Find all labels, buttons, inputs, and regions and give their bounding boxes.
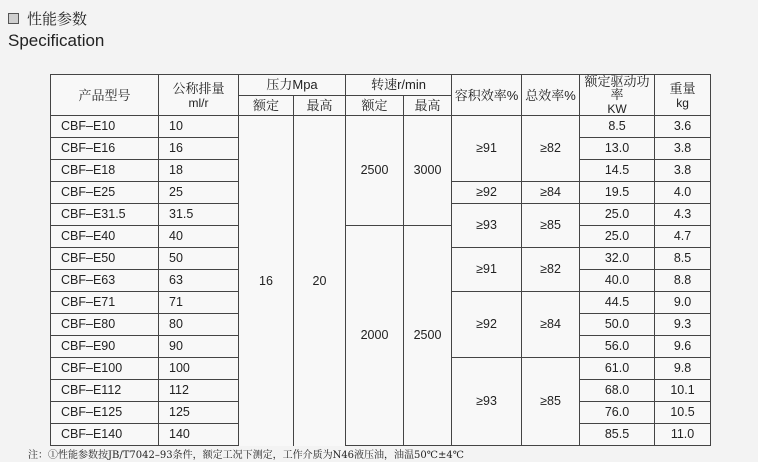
header-power: 额定驱动功率 KW — [580, 75, 655, 116]
header-weight: 重量 kg — [655, 75, 711, 116]
cell-weight: 9.6 — [655, 336, 711, 358]
cell-model: CBF–E140 — [51, 424, 159, 446]
cell-weight: 10.5 — [655, 402, 711, 424]
cell-displacement: 140 — [159, 424, 239, 446]
square-bullet-icon — [8, 13, 19, 24]
cell-displacement: 90 — [159, 336, 239, 358]
cell-power: 13.0 — [580, 138, 655, 160]
cell-total-eff: ≥84 — [522, 182, 580, 204]
cell-power: 8.5 — [580, 116, 655, 138]
header-pressure-max: 最高 — [294, 95, 346, 116]
cell-power: 61.0 — [580, 358, 655, 380]
cell-power: 40.0 — [580, 270, 655, 292]
cell-speed-max-g2: 2500 — [404, 226, 452, 446]
cell-total-eff: ≥84 — [522, 292, 580, 358]
header-vol-eff: 容积效率% — [452, 75, 522, 116]
cell-model: CBF–E18 — [51, 160, 159, 182]
cell-vol-eff: ≥91 — [452, 248, 522, 292]
cell-power: 85.5 — [580, 424, 655, 446]
cell-weight: 10.1 — [655, 380, 711, 402]
cell-weight: 4.0 — [655, 182, 711, 204]
cell-pressure-max: 20 — [294, 116, 346, 446]
cell-displacement: 40 — [159, 226, 239, 248]
header-displacement: 公称排量 ml/r — [159, 75, 239, 116]
cell-weight: 4.3 — [655, 204, 711, 226]
footnote: 注：①性能参数按JB/T7042–93条件，额定工况下测定，工作介质为N46液压油，油温50℃±4℃ — [28, 450, 464, 461]
cell-power: 32.0 — [580, 248, 655, 270]
cell-displacement: 63 — [159, 270, 239, 292]
cell-power: 25.0 — [580, 204, 655, 226]
section-header — [8, 8, 104, 51]
cell-speed-rated-g2: 2000 — [346, 226, 404, 446]
cell-displacement: 31.5 — [159, 204, 239, 226]
cell-power: 76.0 — [580, 402, 655, 424]
cell-displacement: 71 — [159, 292, 239, 314]
cell-displacement: 100 — [159, 358, 239, 380]
cell-model: CBF–E71 — [51, 292, 159, 314]
header-speed: 转速r/min — [346, 75, 452, 96]
cell-displacement: 18 — [159, 160, 239, 182]
cell-total-eff: ≥85 — [522, 204, 580, 248]
cell-displacement: 25 — [159, 182, 239, 204]
cell-total-eff: ≥82 — [522, 116, 580, 182]
cell-power: 56.0 — [580, 336, 655, 358]
cell-weight: 11.0 — [655, 424, 711, 446]
cell-power: 19.5 — [580, 182, 655, 204]
cell-vol-eff: ≥92 — [452, 292, 522, 358]
cell-weight: 3.8 — [655, 160, 711, 182]
cell-weight: 3.6 — [655, 116, 711, 138]
cell-displacement: 125 — [159, 402, 239, 424]
cell-model: CBF–E125 — [51, 402, 159, 424]
cell-displacement: 80 — [159, 314, 239, 336]
cell-weight: 9.8 — [655, 358, 711, 380]
cell-model: CBF–E16 — [51, 138, 159, 160]
cell-model: CBF–E40 — [51, 226, 159, 248]
header-model: 产品型号 — [51, 75, 159, 116]
cell-speed-max-g1: 3000 — [404, 116, 452, 226]
cell-power: 68.0 — [580, 380, 655, 402]
cell-weight: 9.0 — [655, 292, 711, 314]
cell-model: CBF–E90 — [51, 336, 159, 358]
cell-model: CBF–E80 — [51, 314, 159, 336]
cell-power: 25.0 — [580, 226, 655, 248]
cell-weight: 4.7 — [655, 226, 711, 248]
section-title-en: Specification — [8, 31, 105, 50]
cell-model: CBF–E10 — [51, 116, 159, 138]
table-row — [51, 226, 711, 248]
cell-displacement: 50 — [159, 248, 239, 270]
cell-vol-eff: ≥93 — [452, 358, 522, 446]
cell-power: 44.5 — [580, 292, 655, 314]
header-pressure: 压力Mpa — [239, 75, 346, 96]
header-pressure-rated: 额定 — [239, 95, 294, 116]
cell-speed-rated-g1: 2500 — [346, 116, 404, 226]
cell-power: 14.5 — [580, 160, 655, 182]
cell-pressure-rated: 16 — [239, 116, 294, 446]
cell-vol-eff: ≥91 — [452, 116, 522, 182]
cell-total-eff: ≥85 — [522, 358, 580, 446]
spec-table — [50, 74, 711, 446]
cell-displacement: 10 — [159, 116, 239, 138]
cell-model: CBF–E63 — [51, 270, 159, 292]
header-speed-rated: 额定 — [346, 95, 404, 116]
cell-model: CBF–E50 — [51, 248, 159, 270]
cell-displacement: 112 — [159, 380, 239, 402]
section-title-cn: 性能参数 — [27, 10, 88, 28]
cell-vol-eff: ≥93 — [452, 204, 522, 248]
cell-weight: 3.8 — [655, 138, 711, 160]
cell-model: CBF–E25 — [51, 182, 159, 204]
cell-model: CBF–E100 — [51, 358, 159, 380]
cell-weight: 9.3 — [655, 314, 711, 336]
cell-vol-eff: ≥92 — [452, 182, 522, 204]
cell-weight: 8.8 — [655, 270, 711, 292]
header-total-eff: 总效率% — [522, 75, 580, 116]
cell-displacement: 16 — [159, 138, 239, 160]
cell-model: CBF–E31.5 — [51, 204, 159, 226]
header-speed-max: 最高 — [404, 95, 452, 116]
cell-model: CBF–E112 — [51, 380, 159, 402]
cell-power: 50.0 — [580, 314, 655, 336]
table-row — [51, 116, 711, 138]
cell-total-eff: ≥82 — [522, 248, 580, 292]
cell-weight: 8.5 — [655, 248, 711, 270]
